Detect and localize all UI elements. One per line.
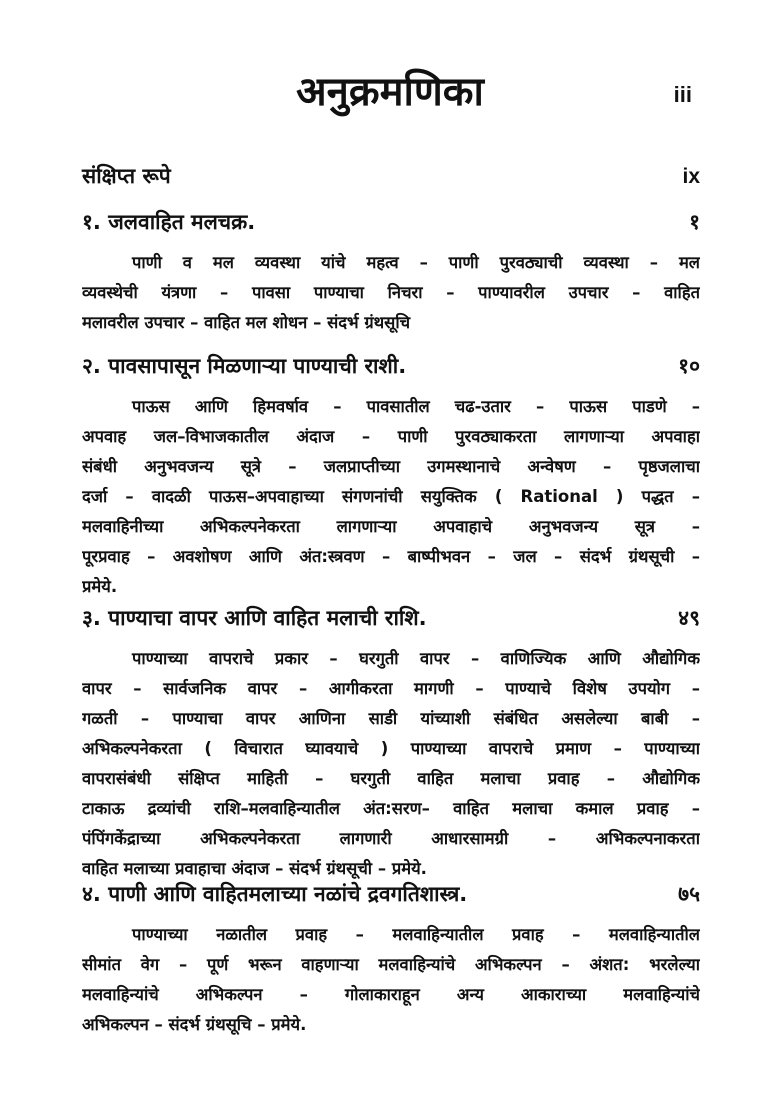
summary-line: अभिकल्पनेकरता ( विचारात घ्यावयाचे ) पाण्याच्या वापराचे प्रमाण – पाण्याच्या bbox=[82, 739, 700, 758]
summary-line: पाणी व मल व्यवस्था यांचे महत्व – पाणी पुरवठ्याची व्यवस्था – मल bbox=[132, 253, 700, 272]
chapter-page: १० bbox=[678, 355, 700, 378]
summary-line: प्रमेये. bbox=[82, 577, 118, 596]
chapter-heading: ४. पाणी आणि वाहितमलाच्या नळांचे द्रवगतिशास्त्र. bbox=[82, 882, 468, 906]
summary-line: मलवाहिन्यांचे अभिकल्पन – गोलाकाराहून अन्य आकाराच्या मलवाहिन्यांचे bbox=[82, 985, 700, 1004]
chapter-summary bbox=[82, 644, 700, 884]
summary-line: वापरासंबंधी संक्षिप्त माहिती – घरगुती वाहित मलाचा प्रवाह – औद्योगिक bbox=[82, 769, 700, 788]
toc-chapter-2 bbox=[82, 352, 700, 602]
summary-line: मलावरील उपचार – वाहित मल शोधन – संदर्भ ग्रंथसूचि bbox=[82, 313, 411, 332]
summary-line: पंपिंगकेंद्राच्या अभिकल्पनेकरता लागणारी आधारसामग्री – अभिकल्पनाकरता bbox=[82, 829, 700, 848]
summary-line: दर्जा – वादळी पाऊस–अपवाहाच्या संगणनांची सयुक्तिक ( Rational ) पद्धत – bbox=[82, 487, 700, 506]
summary-line: वापर – सार्वजनिक वापर – आगीकरता मागणी – पाण्याचे विशेष उपयोग – bbox=[82, 679, 700, 698]
entry-page: ix bbox=[682, 165, 700, 188]
summary-line: व्यवस्थेची यंत्रणा – पावसा पाण्याचा निचरा – पाण्यावरील उपचार – वाहित bbox=[82, 283, 700, 302]
toc-chapter-3 bbox=[82, 604, 700, 884]
summary-line: टाकाऊ द्रव्यांची राशि–मलवाहिन्यातील अंत:सरण– वाहित मलाचा कमाल प्रवाह – bbox=[82, 799, 700, 818]
summary-line: सीमांत वेग – पूर्ण भरून वाहणाऱ्या मलवाहिन्यांचे अभिकल्पन – अंशत: भरलेल्या bbox=[82, 955, 700, 974]
toc-entry-abbreviations bbox=[82, 162, 700, 190]
summary-line: पूरप्रवाह – अवशोषण आणि अंत:स्त्रवण – बाष्पीभवन – जल – संदर्भ ग्रंथसूची – bbox=[82, 547, 700, 566]
chapter-page: ४९ bbox=[678, 607, 700, 630]
summary-line: संबंधी अनुभवजन्य सूत्रे – जलप्राप्तीच्या उगमस्थानाचे अन्वेषण – पृष्ठजलाचा bbox=[82, 457, 700, 476]
summary-line: अभिकल्पन – संदर्भ ग्रंथसूचि – प्रमेये. bbox=[82, 1015, 307, 1034]
chapter-summary bbox=[82, 920, 700, 1040]
summary-line: पाऊस आणि हिमवर्षाव – पावसातील चढ-उतार – पाऊस पाडणे – bbox=[132, 397, 700, 416]
summary-line: मलवाहिनीच्या अभिकल्पनेकरता लागणाऱ्या अपवाहाचे अनुभवजन्य सूत्र – bbox=[82, 517, 700, 536]
toc-chapter-4 bbox=[82, 880, 700, 1040]
page-number: iii bbox=[673, 82, 692, 107]
chapter-page: १ bbox=[689, 211, 700, 234]
chapter-heading: ३. पाण्याचा वापर आणि वाहित मलाची राशि. bbox=[82, 606, 427, 630]
summary-line: अपवाह जल–विभाजकातील अंदाज – पाणी पुरवठ्याकरता लागणाऱ्या अपवाहा bbox=[82, 427, 700, 446]
chapter-summary bbox=[82, 392, 700, 602]
chapter-heading: १. जलवाहित मलचक्र. bbox=[82, 210, 256, 234]
toc-chapter-1 bbox=[82, 208, 700, 338]
summary-line: वाहित मलाच्या प्रवाहाचा अंदाज – संदर्भ ग्रंथसूची – प्रमेये. bbox=[82, 859, 427, 878]
summary-line: पाण्याच्या नळातील प्रवाह – मलवाहिन्यातील प्रवाह – मलवाहिन्यातील bbox=[132, 925, 700, 944]
chapter-heading: २. पावसापासून मिळणाऱ्या पाण्याची राशी. bbox=[82, 354, 407, 378]
page-title: अनुक्रमणिका bbox=[296, 69, 484, 115]
summary-line: पाण्याच्या वापराचे प्रकार – घरगुती वापर – वाणिज्यिक आणि औद्योगिक bbox=[132, 649, 700, 668]
entry-heading: संक्षिप्त रूपे bbox=[82, 164, 171, 188]
chapter-page: ७५ bbox=[678, 883, 700, 906]
summary-line: गळती – पाण्याचा वापर आणिना साडी यांच्याशी संबंधित असलेल्या बाबी – bbox=[82, 709, 700, 728]
chapter-summary bbox=[82, 248, 700, 338]
